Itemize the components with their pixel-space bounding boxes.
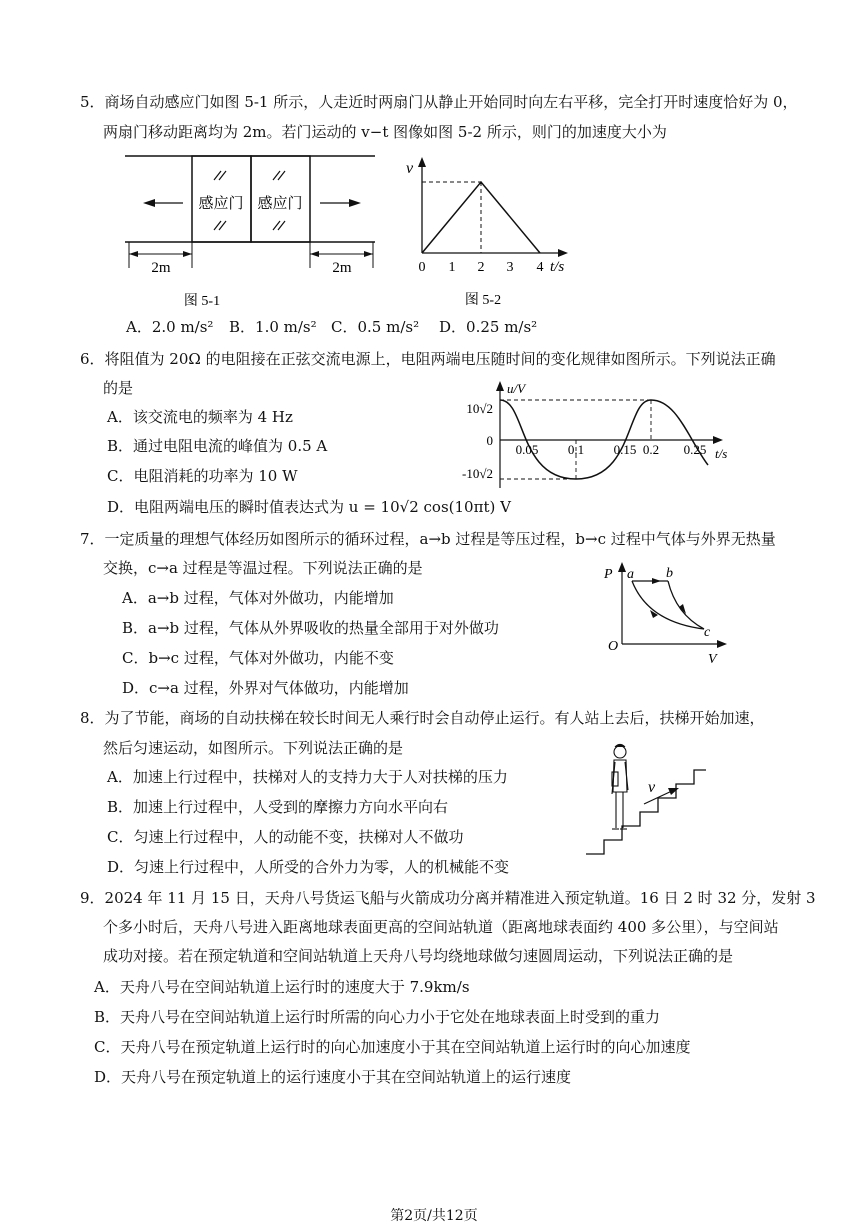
door-label-left: 感应门 <box>198 196 244 212</box>
q9-stem-line2: 个多小时后，天舟八号进入距离地球表面更高的空间站轨道（距离地球表面约 400 多公里），与空间站 <box>103 918 779 936</box>
q9-option-d: D．天舟八号在预定轨道上的运行速度小于其在空间站轨道上的运行速度 <box>94 1068 572 1086</box>
q7-option-a: A．a→b 过程，气体对外做功，内能增加 <box>122 589 394 607</box>
q9-stem-line1: 9．2024 年 11 月 15 日，天舟八号货运飞船与火箭成功分离并精准进入预定轨道。16 日 2 时 32 分，发射 3 <box>80 889 816 907</box>
q6-option-c: C．电阻消耗的功率为 10 W <box>107 467 298 485</box>
vt-tick-0: 0 <box>418 260 426 275</box>
origin-label: O <box>608 639 619 654</box>
q7-option-d: D．c→a 过程，外界对气体做功，内能增加 <box>122 679 409 697</box>
vt-tick-1: 1 <box>448 260 456 275</box>
q8-stem-line1: 8．为了节能，商场的自动扶梯在较长时间无人乘行时会自动停止运行。有人站上去后，扶梯开始加速， <box>80 709 765 727</box>
q8-option-c: C．匀速上行过程中，人的动能不变，扶梯对人不做功 <box>107 828 464 846</box>
q5-option-c: C．0.5 m/s² <box>331 318 420 336</box>
q8-option-b: B．加速上行过程中，人受到的摩擦力方向水平向右 <box>107 798 449 816</box>
figure-5-2-vt-graph <box>398 155 583 310</box>
q6-voltage-graph <box>455 378 735 498</box>
v-axis-label: V <box>708 652 717 667</box>
door-label-right: 感应门 <box>257 196 303 212</box>
q5-options <box>126 317 537 337</box>
dist-label-right: 2m <box>332 260 352 276</box>
q6-stem-line2: 的是 <box>103 379 134 397</box>
dist-label-left: 2m <box>151 260 171 276</box>
q5-option-d: D．0.25 m/s² <box>439 318 538 336</box>
q7-option-b: B．a→b 过程，气体从外界吸收的热量全部用于对外做功 <box>122 619 499 637</box>
q5-stem-line2: 两扇门移动距离均为 2m。若门运动的 v−t 图像如图 5-2 所示，则门的加速度大小为 <box>103 123 667 141</box>
q9-option-c: C．天舟八号在预定轨道上运行时的向心加速度小于其在空间站轨道上运行时的向心加速度 <box>94 1038 691 1056</box>
q7-option-c: C．b→c 过程，气体对外做功，内能不变 <box>122 649 394 667</box>
u-min-label: -10√2 <box>462 466 493 481</box>
q9-option-a: A．天舟八号在空间站轨道上运行时的速度大于 7.9km/s <box>94 978 470 996</box>
point-c-label: c <box>704 625 711 640</box>
u-axis-label: u/V <box>507 381 526 396</box>
fig-5-1-caption: 图 5-1 <box>183 294 221 309</box>
q8-option-a: A．加速上行过程中，扶梯对人的支持力大于人对扶梯的压力 <box>107 768 508 786</box>
q8-velocity-label: v <box>648 779 656 796</box>
t-tick-5: 0.25 <box>683 442 707 457</box>
q8-escalator-figure <box>582 742 732 867</box>
t-tick-2: 0.1 <box>567 442 585 457</box>
vt-ylabel: v <box>406 160 414 177</box>
u-zero-label: 0 <box>486 433 493 448</box>
point-b-label: b <box>666 566 673 581</box>
t-tick-3: 0.15 <box>613 442 637 457</box>
person-icon <box>612 745 628 830</box>
q5-option-a: A．2.0 m/s² <box>126 318 214 336</box>
fig-5-2-caption: 图 5-2 <box>464 293 502 308</box>
q5-option-b: B．1.0 m/s² <box>229 318 317 336</box>
t-tick-4: 0.2 <box>642 442 660 457</box>
p-axis-label: P <box>604 567 613 582</box>
t-axis-label: t/s <box>715 446 728 461</box>
q6-option-b: B．通过电阻电流的峰值为 0.5 A <box>107 437 328 455</box>
figure-5-1 <box>125 150 380 310</box>
q7-stem-line2: 交换，c→a 过程是等温过程。下列说法正确的是 <box>103 559 423 577</box>
q6-option-d: D．电阻两端电压的瞬时值表达式为 u = 10√2 cos(10πt) V <box>107 498 511 516</box>
q9-option-b: B．天舟八号在空间站轨道上运行时所需的向心力小于它处在地球表面上时受到的重力 <box>94 1008 661 1026</box>
page-footer: 第2页/共12页 <box>390 1208 478 1224</box>
q6-stem-line1: 6．将阻值为 20Ω 的电阻接在正弦交流电源上，电阻两端电压随时间的变化规律如图所示。下列说法正确 <box>80 350 776 368</box>
t-tick-1: 0.05 <box>515 442 539 457</box>
vt-tick-2: 2 <box>477 260 485 275</box>
vt-tick-4: 4 <box>536 260 544 275</box>
u-max-label: 10√2 <box>466 401 493 416</box>
q6-option-a: A．该交流电的频率为 4 Hz <box>107 408 293 426</box>
q8-option-d: D．匀速上行过程中，人所受的合外力为零，人的机械能不变 <box>107 858 510 876</box>
q7-stem-line1: 7．一定质量的理想气体经历如图所示的循环过程，a→b 过程是等压过程，b→c 过程中气体与外界无热量 <box>80 530 776 548</box>
q9-stem-line3: 成功对接。若在预定轨道和空间站轨道上天舟八号均绕地球做匀速圆周运动，下列说法正确的是 <box>103 947 734 965</box>
point-a-label: a <box>627 567 634 582</box>
q5-stem-line1: 5．商场自动感应门如图 5-1 所示，人走近时两扇门从静止开始同时向左右平移，完全打开时速度恰好为 0， <box>80 93 798 111</box>
q8-stem-line2: 然后匀速运动，如图所示。下列说法正确的是 <box>103 739 404 757</box>
vt-tick-3: 3 <box>506 260 514 275</box>
vt-xlabel: t/s <box>550 259 565 275</box>
q7-pv-diagram <box>598 560 733 670</box>
